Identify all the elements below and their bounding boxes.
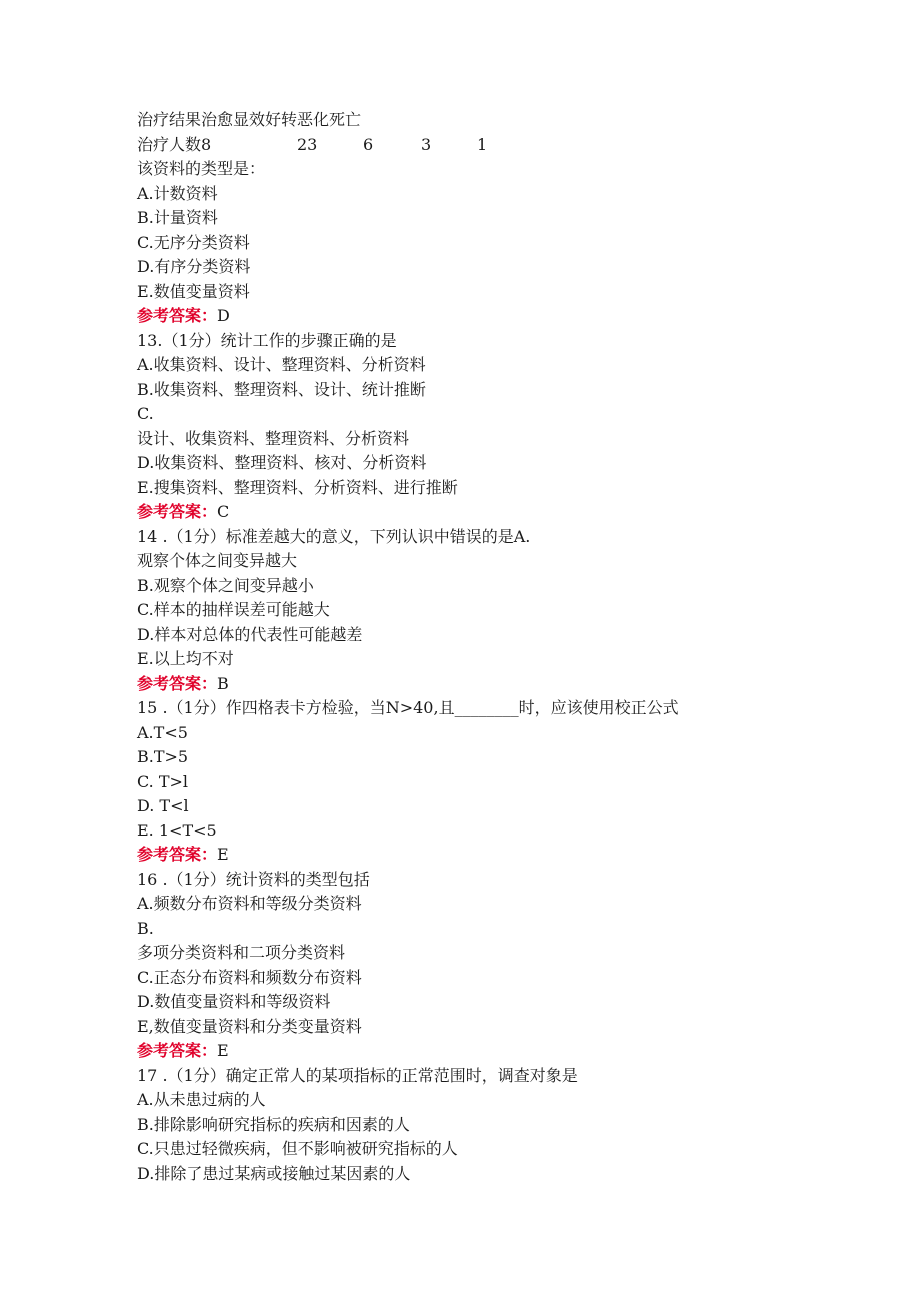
option: C.样本的抽样误差可能越大 [137,600,330,619]
answer-value: E [217,1041,229,1060]
table-cell: 6 [363,134,374,154]
option: 多项分类资料和二项分类资料 [137,943,346,962]
table-cell: 1 [477,134,488,154]
option: E.搜集资料、整理资料、分析资料、进行推断 [137,477,458,497]
question-text: 17 .（1分）确定正常人的某项指标的正常范围时，调查对象是 [137,1065,578,1085]
table-row [137,133,837,158]
option: D.有序分类资料 [137,257,251,276]
option: 观察个体之间变异越大 [137,551,298,570]
option: D.排除了患过某病或接触过某因素的人 [137,1163,411,1183]
option: A.计数资料 [137,183,218,203]
option: B.收集资料、整理资料、设计、统计推断 [137,379,426,399]
option: E.以上均不对 [137,649,234,668]
table-cell: 3 [421,134,432,154]
answer-label: 参考答案： [137,845,218,864]
option: B.观察个体之间变异越小 [137,575,314,595]
question-text: 15 .（1分）作四格表卡方检验，当N>40,且________时，应该使用校正公式 [137,698,679,717]
option: A.收集资料、设计、整理资料、分析资料 [137,355,426,374]
option: C.只患过轻微疾病，但不影响被研究指标的人 [137,1139,458,1158]
option: E. 1<T<5 [137,820,217,840]
option: E.数值变量资料 [137,281,250,301]
answer-label: 参考答案： [137,673,218,693]
option: B.排除影响研究指标的疾病和因素的人 [137,1114,410,1134]
question-text: 16 .（1分）统计资料的类型包括 [137,869,370,889]
answer-value: B [217,673,229,693]
option: B.计量资料 [137,208,218,227]
answer-line [137,843,837,868]
answer-line [137,500,837,525]
document-page [137,108,837,1186]
option: A.从未患过病的人 [137,1090,266,1109]
answer-label: 参考答案： [137,502,218,521]
option: D. T<l [137,796,189,815]
option: B. [137,918,154,938]
option: B.T>5 [137,747,189,766]
option: D.数值变量资料和等级资料 [137,992,331,1011]
answer-line [137,672,837,697]
option: C.无序分类资料 [137,232,250,252]
option: A.频数分布资料和等级分类资料 [137,894,362,913]
option: C.正态分布资料和频数分布资料 [137,967,362,987]
answer-value: E [217,845,229,864]
table-cell: 治疗人数8 [137,134,212,154]
option: D.收集资料、整理资料、核对、分析资料 [137,453,427,472]
table-cell: 23 [297,134,318,154]
option: D.样本对总体的代表性可能越差 [137,624,363,644]
option: E,数值变量资料和分类变量资料 [137,1016,362,1036]
answer-line [137,304,837,329]
option: 设计、收集资料、整理资料、分析资料 [137,428,410,448]
table-header: 治疗结果治愈显效好转恶化死亡 [137,110,362,129]
answer-value: C [217,502,230,521]
answer-label: 参考答案： [137,306,218,325]
answer-label: 参考答案： [137,1041,218,1060]
answer-line [137,1039,837,1064]
option: C. T>l [137,771,189,791]
question-text: 该资料的类型是： [137,159,266,178]
option: C. [137,404,154,423]
option: A.T<5 [137,722,188,742]
question-text: 13.（1分）统计工作的步骤正确的是 [137,330,397,350]
answer-value: D [217,306,230,325]
question-text: 14 .（1分）标准差越大的意义，下列认识中错误的是A. [137,526,531,546]
